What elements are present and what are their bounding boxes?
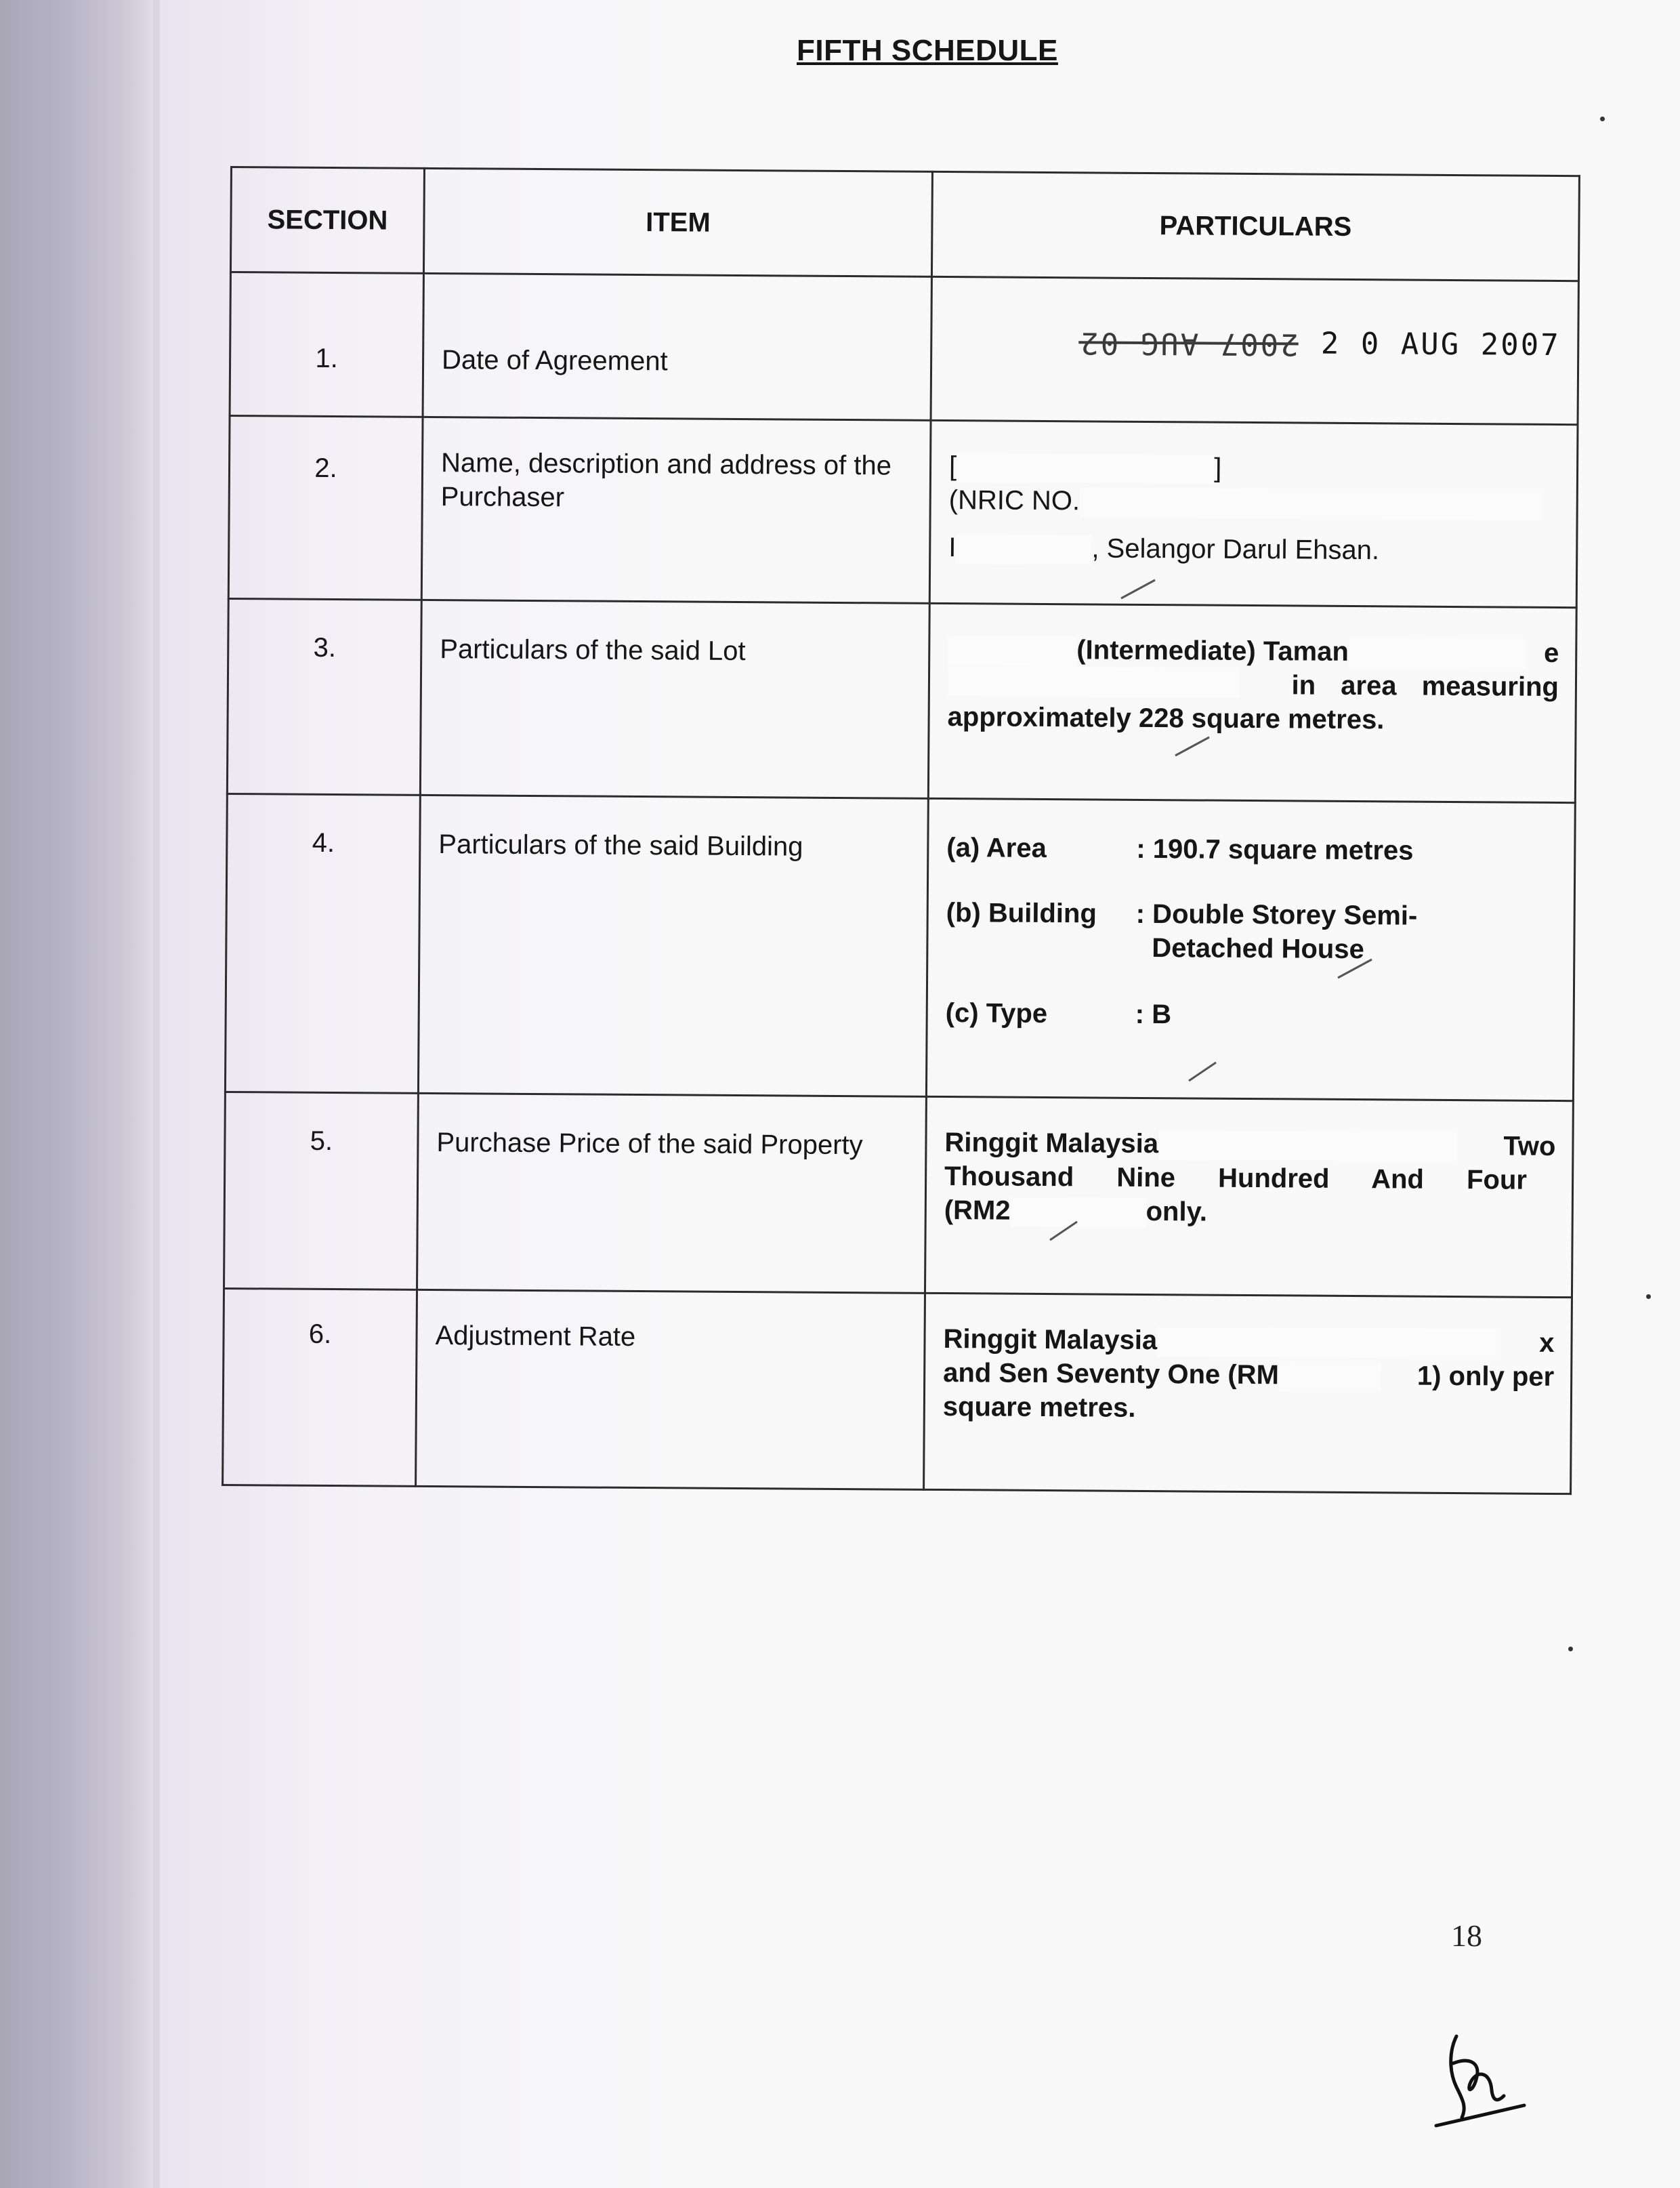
particulars-cell xyxy=(926,798,1575,1100)
speck xyxy=(1568,1647,1573,1651)
section-number: 4. xyxy=(225,793,420,1093)
particulars-cell xyxy=(929,420,1578,607)
speck xyxy=(1646,1294,1651,1299)
purchaser-name-line: [ ] xyxy=(949,449,1560,487)
item-label: Purchase Price of the said Property xyxy=(417,1093,927,1293)
check-mark-icon xyxy=(1118,575,1158,602)
check-mark-icon xyxy=(1047,1216,1080,1243)
table-row xyxy=(227,598,1576,802)
header-item: ITEM xyxy=(423,168,932,276)
section-number: 3. xyxy=(227,598,421,795)
building-design-type-row: (c) Type : B xyxy=(945,998,1172,1030)
date-stamp xyxy=(950,278,1561,363)
header-section: SECTION xyxy=(230,167,424,274)
building-area-row: (a) Area : 190.7 square metres xyxy=(946,833,1414,866)
rate-line-3: square metres. xyxy=(942,1392,1136,1423)
redacted-rate-figure xyxy=(1279,1362,1381,1392)
item-label: Name, description and address of the Purchaser xyxy=(421,417,931,603)
section-number: 5. xyxy=(224,1092,419,1289)
check-mark-icon xyxy=(1335,954,1375,981)
table-row xyxy=(225,793,1575,1100)
check-mark-icon xyxy=(1172,732,1213,759)
table-row xyxy=(230,272,1578,425)
price-line-3: (RM2 only. xyxy=(944,1195,1208,1227)
section-number: 2. xyxy=(228,416,423,600)
item-label: Adjustment Rate xyxy=(416,1289,925,1489)
item-label: Date of Agreement xyxy=(423,273,931,420)
section-number: 1. xyxy=(230,272,423,417)
agreement-date-stamp: 2 0 AUG 2007 xyxy=(1320,326,1561,363)
price-line-2: Thousand Nine Hundred And Four xyxy=(944,1161,1528,1195)
building-type-row: (b) Building : Double Storey Semi- Detached House xyxy=(946,898,1418,965)
redacted-name xyxy=(957,453,1214,485)
particulars-cell xyxy=(928,603,1576,802)
redacted-price-words xyxy=(1158,1131,1456,1163)
particulars-cell xyxy=(924,1293,1572,1493)
table-header-row xyxy=(230,167,1579,281)
header-particulars: PARTICULARS xyxy=(931,171,1579,281)
table-row xyxy=(228,416,1578,608)
table-row xyxy=(224,1092,1574,1297)
page-number: 18 xyxy=(1451,1918,1482,1953)
fifth-schedule-table xyxy=(222,166,1580,1495)
item-label: Particulars of the said Lot xyxy=(420,600,929,798)
lot-line-1: (Intermediate) Taman e xyxy=(948,632,1559,670)
table-row xyxy=(223,1288,1572,1493)
page-binding-edge xyxy=(153,0,160,2188)
item-label: Particulars of the said Building xyxy=(418,795,928,1096)
upside-down-date-stamp: 2007 AUG 02 xyxy=(1078,325,1299,362)
page-binding-shadow xyxy=(0,0,161,2188)
redacted-rate-words xyxy=(1157,1327,1496,1359)
redacted-address xyxy=(956,535,1091,565)
purchaser-nric-line: (NRIC NO. xyxy=(949,483,1560,521)
rate-line-2: and Sen Seventy One (RM 1) only per xyxy=(943,1358,1555,1392)
price-line-1: Ringgit Malaysia Two xyxy=(944,1128,1556,1162)
redacted-lot-title xyxy=(948,666,1239,698)
purchaser-address-line: I , Selangor Darul Ehsan. xyxy=(948,533,1380,566)
signature-icon xyxy=(1429,2023,1531,2131)
particulars-cell xyxy=(925,1096,1573,1297)
redacted-taman-name xyxy=(1349,638,1525,669)
lot-line-2: in area measuring xyxy=(948,666,1559,704)
document-title: FIFTH SCHEDULE xyxy=(797,34,1058,67)
check-mark-icon xyxy=(1185,1057,1219,1084)
lot-line-3: approximately 228 square metres. xyxy=(947,702,1385,735)
section-number: 6. xyxy=(223,1288,417,1486)
redacted-lot-number xyxy=(948,636,1076,666)
redacted-nric xyxy=(1080,488,1540,521)
rate-line-1: Ringgit Malaysia x xyxy=(943,1324,1555,1359)
speck xyxy=(1600,117,1605,121)
particulars-cell xyxy=(931,276,1578,424)
